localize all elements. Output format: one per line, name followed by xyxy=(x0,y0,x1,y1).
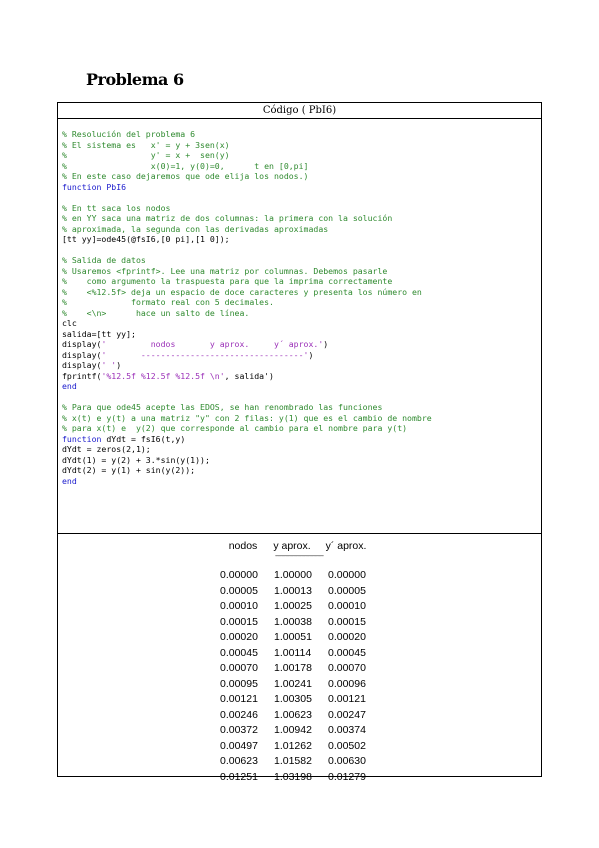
code-token: end xyxy=(62,475,77,486)
table-cell: 0.00000 xyxy=(328,569,366,581)
table-row xyxy=(220,754,382,770)
code-token: function PbI6 xyxy=(62,181,127,192)
output-header xyxy=(220,539,374,554)
code-token: '%12.5f %12.5f %12.5f \n' xyxy=(101,370,225,381)
table-cell: 0.00623 xyxy=(220,755,258,767)
code-listing xyxy=(62,129,432,486)
code-line xyxy=(62,339,432,350)
code-token: display( xyxy=(62,360,102,370)
table-cell: 1.01582 xyxy=(274,755,312,767)
code-line xyxy=(62,329,432,340)
code-line xyxy=(62,182,432,193)
code-token: % En tt saca los nodos xyxy=(62,202,171,213)
table-cell: 0.00005 xyxy=(220,584,258,597)
table-cell: 1.00305 xyxy=(274,693,312,705)
table-cell: 0.00096 xyxy=(328,677,366,690)
code-token: ' nodos y aprox. y´ aprox.' xyxy=(101,339,324,349)
code-line xyxy=(62,276,432,287)
output-rows xyxy=(220,568,382,785)
code-line xyxy=(62,392,432,403)
code-token: % x(t) e y(t) a una matriz "y" con 2 filas: y(1) que es el cambio de nombre xyxy=(62,412,432,423)
code-token: % y' = x + sen(y) xyxy=(62,150,230,160)
code-token: dYdt = fsI6(t,y) xyxy=(106,433,186,444)
code-token: display( xyxy=(62,339,102,349)
problem-heading: Problema 6 xyxy=(86,70,184,89)
code-token: % aproximada, la segunda con las derivadas aproximadas xyxy=(62,223,329,234)
table-cell: 0.00045 xyxy=(220,646,258,659)
table-cell: 1.00000 xyxy=(274,569,312,581)
table-cell: 0.00247 xyxy=(328,708,366,721)
code-token: % para x(t) e y(2) que corresponde al cambio para el nombre para y(t) xyxy=(62,423,408,433)
code-line xyxy=(62,129,432,140)
code-line xyxy=(62,350,432,361)
code-line xyxy=(62,371,432,382)
table-row xyxy=(220,630,382,646)
code-token: , salida') xyxy=(224,370,274,381)
code-frame xyxy=(57,102,542,783)
code-line xyxy=(62,161,432,172)
table-cell: 0.00070 xyxy=(220,662,258,674)
table-cell: 1.03198 xyxy=(274,770,312,783)
code-line xyxy=(62,224,432,235)
table-cell: 0.00020 xyxy=(220,631,258,643)
code-line xyxy=(62,413,432,424)
code-token: salida=[tt yy]; xyxy=(62,328,136,339)
table-row xyxy=(220,661,382,677)
table-row xyxy=(220,723,382,739)
table-row xyxy=(220,584,382,600)
code-line xyxy=(62,476,432,487)
table-cell: 0.00015 xyxy=(328,615,366,628)
table-cell: 1.00178 xyxy=(274,662,312,674)
code-token: ) xyxy=(308,349,314,360)
table-cell: 0.00015 xyxy=(220,615,258,628)
table-row xyxy=(220,646,382,662)
code-line xyxy=(62,203,432,214)
output-table xyxy=(220,539,374,783)
code-token: [tt yy]=ode45(@fsI6,[0 pi],[1 0]); xyxy=(62,234,230,244)
code-token: % Salida de datos xyxy=(62,255,146,265)
table-cell: 0.00070 xyxy=(328,662,366,674)
table-cell: 0.00005 xyxy=(328,584,366,597)
code-token: % <\n> hace un salto de línea. xyxy=(62,307,250,318)
table-cell: 1.00241 xyxy=(274,677,312,690)
code-line xyxy=(62,192,432,203)
code-line xyxy=(62,255,432,266)
code-line xyxy=(62,455,432,466)
table-cell: 0.00020 xyxy=(328,631,366,643)
frame-divider xyxy=(58,533,541,534)
code-token: % <%12.5f> deja un espacio de doce caracteres y presenta los número en xyxy=(62,286,422,297)
code-line xyxy=(62,297,432,308)
code-token: % En este caso dejaremos que ode elija los nodos.) xyxy=(62,171,309,181)
table-cell: 0.00121 xyxy=(328,693,366,705)
table-cell: 0.00045 xyxy=(328,646,366,659)
code-line xyxy=(62,266,432,277)
table-cell: 1.00025 xyxy=(274,600,312,612)
code-token: % El sistema es x' = y + 3sen(x) xyxy=(62,139,230,150)
table-cell: 0.00095 xyxy=(220,677,258,690)
code-token: dYdt(2) = y(1) + sin(y(2)); xyxy=(62,465,196,475)
code-token: ) xyxy=(116,360,122,370)
code-token: % Usaremos <fprintf>. Lee una matriz por columnas. Debemos pasarle xyxy=(62,265,388,276)
table-cell: 1.00038 xyxy=(274,615,312,628)
table-row xyxy=(220,677,382,693)
table-cell: 0.01279 xyxy=(328,770,366,783)
table-cell: 0.00374 xyxy=(328,724,366,736)
code-token: % formato real con 5 decimales. xyxy=(62,297,274,307)
code-token: ) xyxy=(323,339,329,349)
table-row xyxy=(220,599,382,615)
table-cell: 1.00051 xyxy=(274,631,312,643)
code-line xyxy=(62,150,432,161)
code-token: clc xyxy=(62,318,77,328)
table-cell: 1.00942 xyxy=(274,724,312,736)
code-token: ' ---------------------------------' xyxy=(101,349,309,360)
table-cell: 0.00372 xyxy=(220,724,258,736)
code-line xyxy=(62,360,432,371)
code-token: dYdt(1) = y(2) + 3.*sin(y(1)); xyxy=(62,454,210,465)
code-token: % en YY saca una matriz de dos columnas: la primera con la solución xyxy=(62,213,393,223)
code-token: % como argumento la traspuesta para que la imprima correctamente xyxy=(62,276,393,286)
code-line xyxy=(62,287,432,298)
code-line xyxy=(62,140,432,151)
code-line xyxy=(62,381,432,392)
header-nodos: nodos xyxy=(228,540,258,552)
code-token: fprintf( xyxy=(62,370,102,381)
header-yprime-aprox: y´ aprox. xyxy=(325,540,367,552)
table-cell: 1.00114 xyxy=(274,646,312,659)
table-cell: 0.00010 xyxy=(220,600,258,612)
code-line xyxy=(62,402,432,413)
code-line xyxy=(62,213,432,224)
table-cell: 1.00013 xyxy=(274,584,312,597)
table-row xyxy=(220,692,382,708)
code-line xyxy=(62,444,432,455)
code-token: % x(0)=1, y(0)=0, t en [0,pi] xyxy=(62,160,309,171)
output-separator: ------------------------------------ xyxy=(275,553,323,560)
code-line xyxy=(62,318,432,329)
table-row xyxy=(220,739,382,755)
table-row xyxy=(220,770,382,786)
table-cell: 0.00121 xyxy=(220,693,258,705)
code-line xyxy=(62,434,432,445)
table-row xyxy=(220,708,382,724)
code-line xyxy=(62,234,432,245)
table-cell: 0.00010 xyxy=(328,600,366,612)
code-token: function xyxy=(62,433,107,444)
table-row xyxy=(220,568,382,584)
code-line xyxy=(62,245,432,256)
table-row xyxy=(220,615,382,631)
code-token: dYdt = zeros(2,1); xyxy=(62,444,151,454)
code-frame-title: Código ( PbI6) xyxy=(58,103,541,119)
header-y-aprox: y aprox. xyxy=(273,540,311,552)
table-cell: 1.00623 xyxy=(274,708,312,721)
table-cell: 0.00630 xyxy=(328,755,366,767)
code-token: end xyxy=(62,381,77,391)
table-cell: 0.00000 xyxy=(220,569,258,581)
table-cell: 0.00497 xyxy=(220,739,258,752)
code-token: ' ' xyxy=(101,360,117,370)
table-cell: 1.01262 xyxy=(274,739,312,752)
table-cell: 0.00246 xyxy=(220,708,258,721)
table-cell: 0.01251 xyxy=(220,770,258,783)
code-token: % Para que ode45 acepte las EDOS, se han renombrado las funciones xyxy=(62,402,383,412)
code-line xyxy=(62,171,432,182)
code-line xyxy=(62,308,432,319)
code-line xyxy=(62,423,432,434)
code-token: display( xyxy=(62,349,102,360)
code-token: % Resolución del problema 6 xyxy=(62,129,196,139)
table-cell: 0.00502 xyxy=(328,739,366,752)
code-line xyxy=(62,465,432,476)
